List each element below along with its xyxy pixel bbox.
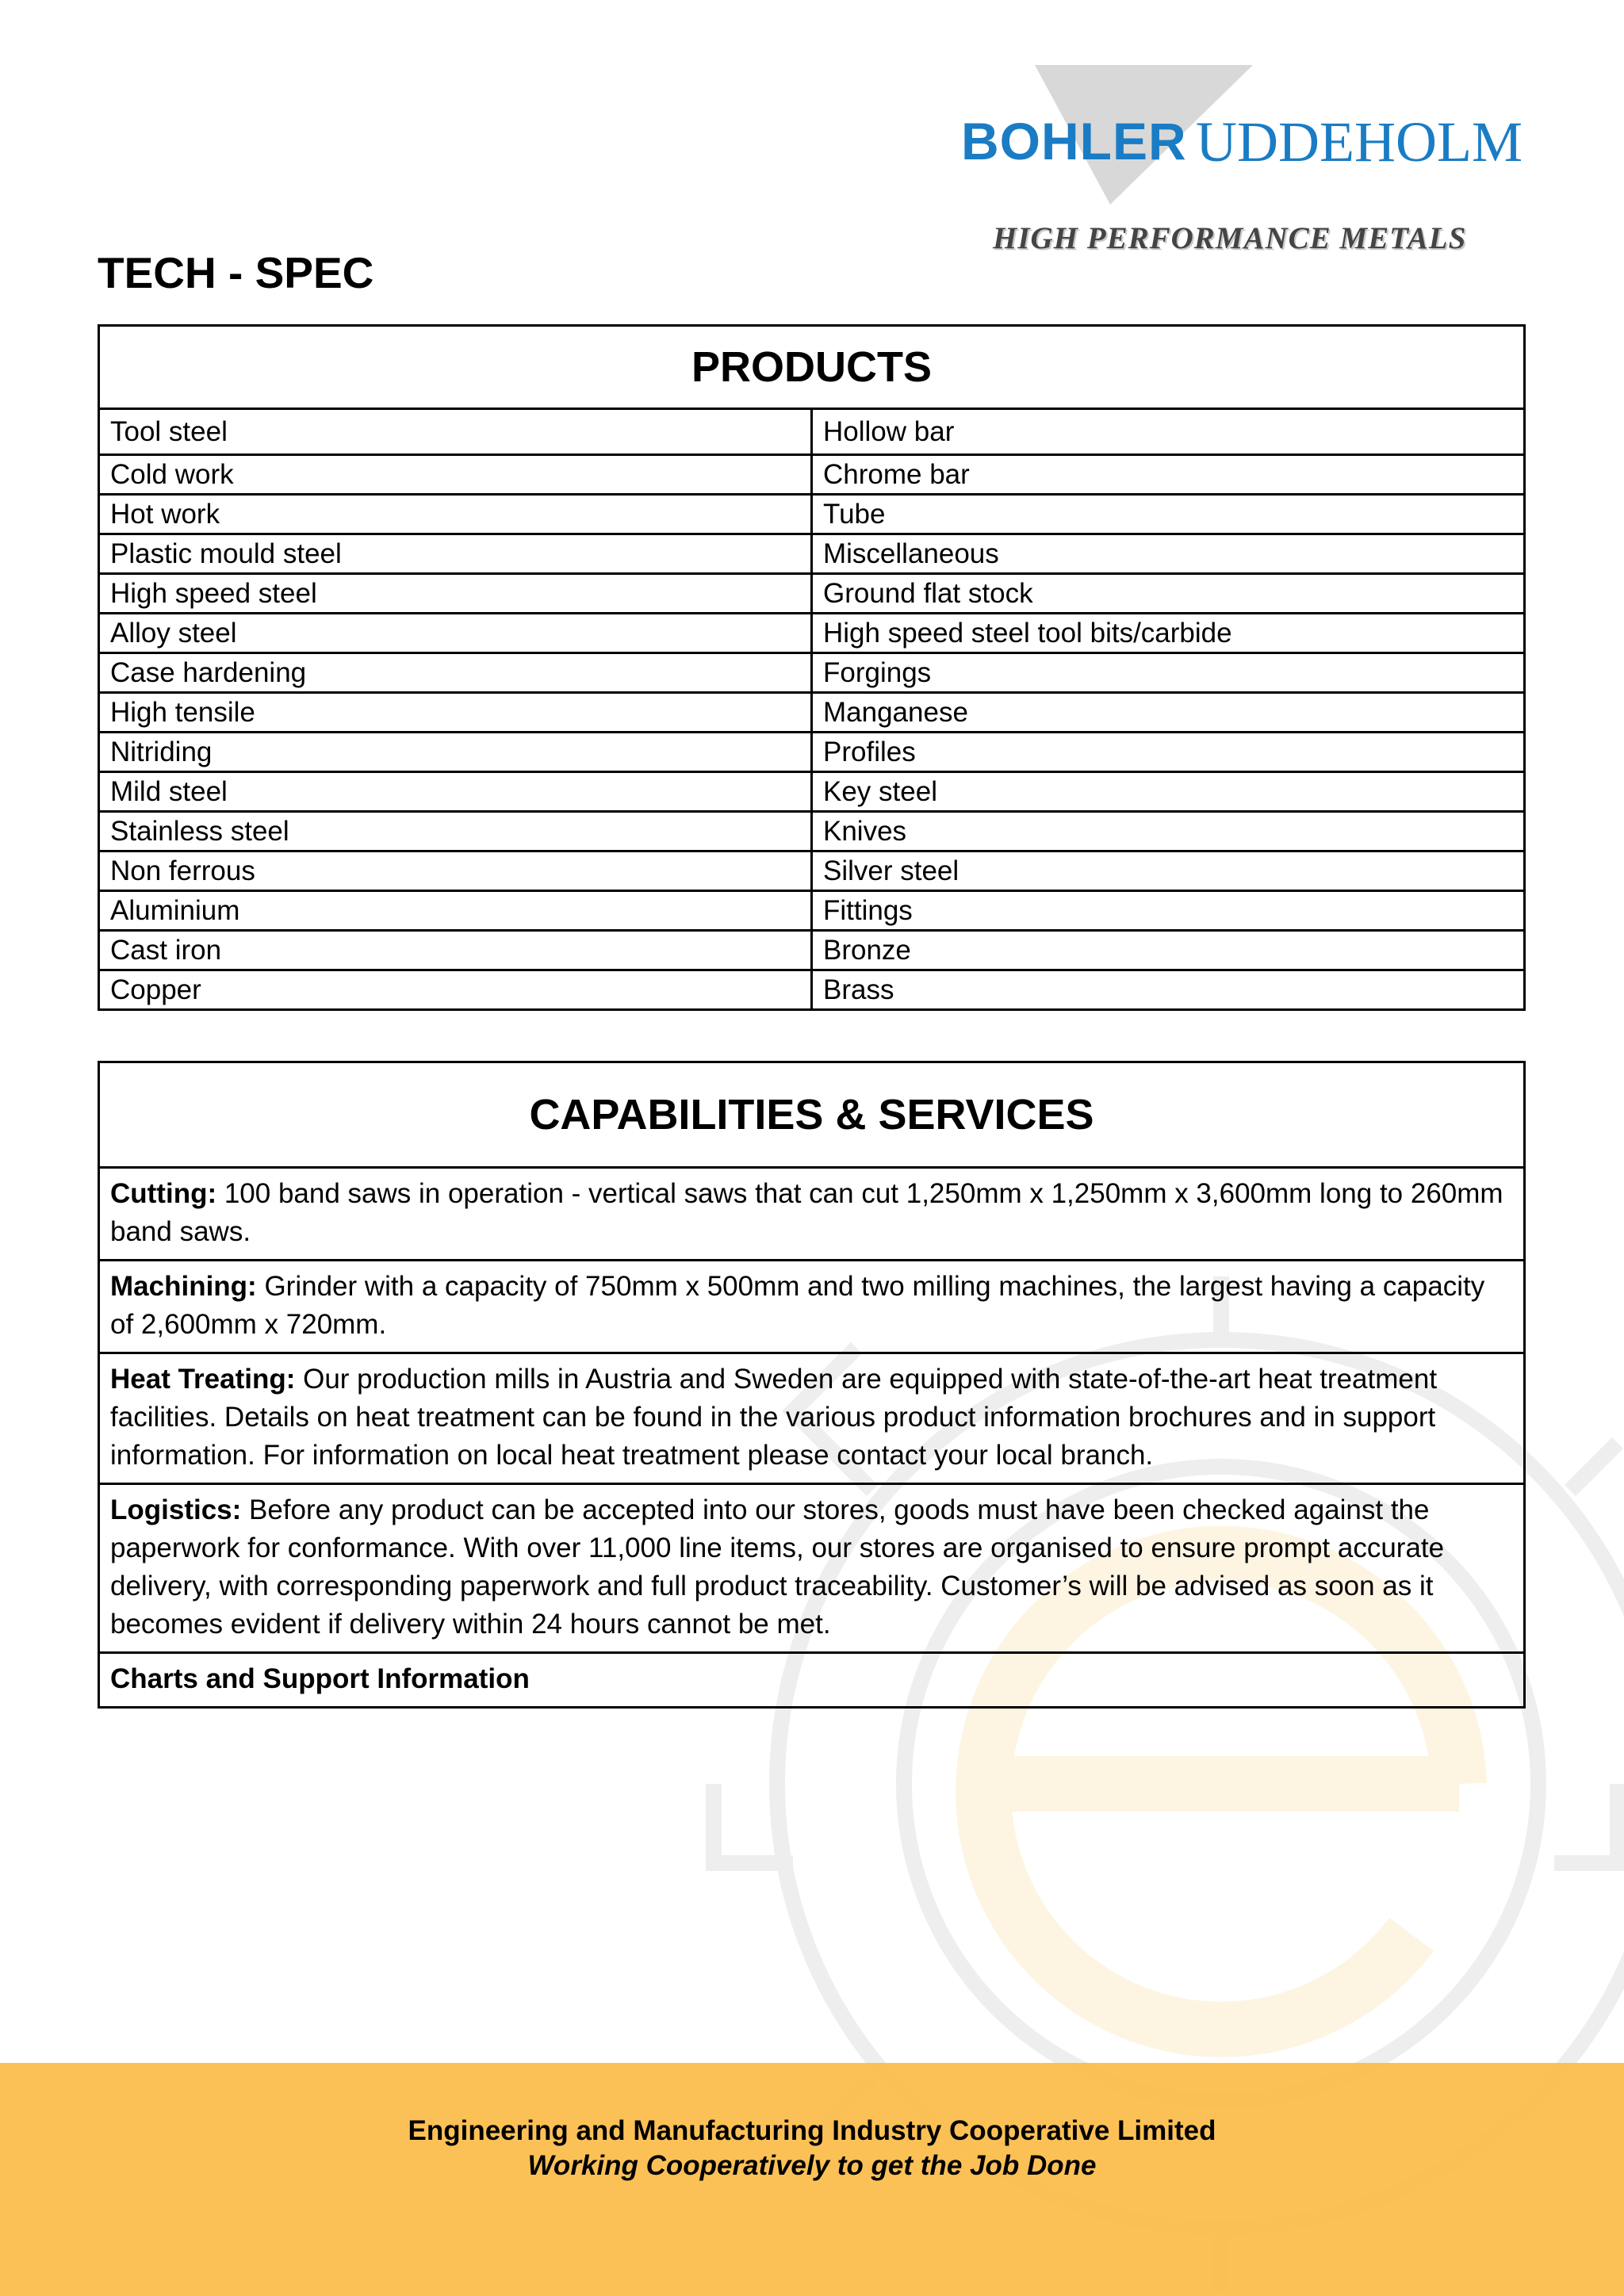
product-cell-left: Cast iron (99, 931, 812, 970)
capability-row (99, 1484, 1525, 1653)
table-row (99, 733, 1525, 772)
products-body (99, 409, 1525, 1010)
table-row (99, 614, 1525, 653)
capability-label: Logistics: (110, 1494, 242, 1525)
table-row (99, 772, 1525, 812)
product-cell-left: Stainless steel (99, 812, 812, 851)
table-row (99, 851, 1525, 891)
footer (0, 2063, 1624, 2296)
product-cell-right: Chrome bar (812, 455, 1525, 495)
product-cell-left: Non ferrous (99, 851, 812, 891)
capabilities-body (99, 1168, 1525, 1708)
product-cell-right: Tube (812, 495, 1525, 534)
product-cell-right: High speed steel tool bits/carbide (812, 614, 1525, 653)
capabilities-heading: CAPABILITIES & SERVICES (99, 1062, 1525, 1168)
capability-text: Grinder with a capacity of 750mm x 500mm and two milling machines, the largest having a capacity of 2,600mm x 720mm. (110, 1271, 1485, 1340)
product-cell-right: Profiles (812, 733, 1525, 772)
product-cell-left: Mild steel (99, 772, 812, 812)
product-cell-right: Knives (812, 812, 1525, 851)
capabilities-table (98, 1061, 1526, 1709)
capability-text: 100 band saws in operation - vertical saws that can cut 1,250mm x 1,250mm x 3,600mm long to 260mm band saws. (110, 1178, 1503, 1247)
product-cell-right: Fittings (812, 891, 1525, 931)
capability-cell (99, 1484, 1525, 1653)
product-cell-right: Hollow bar (812, 409, 1525, 455)
products-table (98, 324, 1526, 1011)
product-cell-left: Cold work (99, 455, 812, 495)
table-row (99, 455, 1525, 495)
capability-row (99, 1653, 1525, 1708)
page-title: TECH - SPEC (98, 248, 374, 297)
product-cell-left: Nitriding (99, 733, 812, 772)
capability-label: Machining: (110, 1271, 257, 1302)
table-row (99, 574, 1525, 614)
product-cell-right: Silver steel (812, 851, 1525, 891)
capability-cell (99, 1653, 1525, 1708)
product-cell-left: High speed steel (99, 574, 812, 614)
table-row (99, 812, 1525, 851)
product-cell-right: Key steel (812, 772, 1525, 812)
table-row (99, 495, 1525, 534)
footer-slogan: Working Cooperatively to get the Job Done (527, 2150, 1097, 2181)
table-row (99, 970, 1525, 1010)
product-cell-right: Brass (812, 970, 1525, 1010)
logo-tagline: HIGH PERFORMANCE METALS (993, 221, 1467, 255)
table-row (99, 693, 1525, 733)
product-cell-right: Ground flat stock (812, 574, 1525, 614)
capability-text: Before any product can be accepted into our stores, goods must have been checked against the paperwork for conformance. With over 11,000 line items, our stores are organised to ensure prompt accurate delivery, with corresponding paperwork and full product traceability. Customer’s will be advised as soon as it becomes evident if delivery within 24 hours cannot be met. (110, 1494, 1445, 1640)
capability-cell (99, 1353, 1525, 1484)
table-row (99, 891, 1525, 931)
product-cell-left: Aluminium (99, 891, 812, 931)
table-row (99, 653, 1525, 693)
bohler-uddeholm-logo (952, 55, 1538, 270)
product-cell-left: High tensile (99, 693, 812, 733)
product-cell-left: Plastic mould steel (99, 534, 812, 574)
product-cell-right: Miscellaneous (812, 534, 1525, 574)
product-cell-left: Copper (99, 970, 812, 1010)
logo-brand-right: UDDEHOLM (1196, 110, 1522, 174)
product-cell-right: Forgings (812, 653, 1525, 693)
capability-label: Charts and Support Information (110, 1663, 530, 1694)
table-row (99, 931, 1525, 970)
product-cell-left: Tool steel (99, 409, 812, 455)
table-row (99, 534, 1525, 574)
table-row (99, 409, 1525, 455)
product-cell-right: Bronze (812, 931, 1525, 970)
product-cell-left: Case hardening (99, 653, 812, 693)
capability-label: Heat Treating: (110, 1364, 296, 1395)
footer-company: Engineering and Manufacturing Industry Cooperative Limited (408, 2115, 1216, 2146)
capability-row (99, 1261, 1525, 1353)
product-cell-left: Hot work (99, 495, 812, 534)
logo-brand-left: BOHLER (961, 112, 1187, 170)
product-cell-right: Manganese (812, 693, 1525, 733)
capability-row (99, 1168, 1525, 1261)
capability-label: Cutting: (110, 1178, 217, 1209)
product-cell-left: Alloy steel (99, 614, 812, 653)
capability-row (99, 1353, 1525, 1484)
capability-text: Our production mills in Austria and Sweden are equipped with state-of-the-art heat treatment facilities. Details on heat treatment can be found in the various product information brochures and in support information. For information on local heat treatment please contact your local branch. (110, 1364, 1438, 1471)
capability-cell (99, 1168, 1525, 1261)
products-heading: PRODUCTS (99, 326, 1525, 409)
capability-cell (99, 1261, 1525, 1353)
